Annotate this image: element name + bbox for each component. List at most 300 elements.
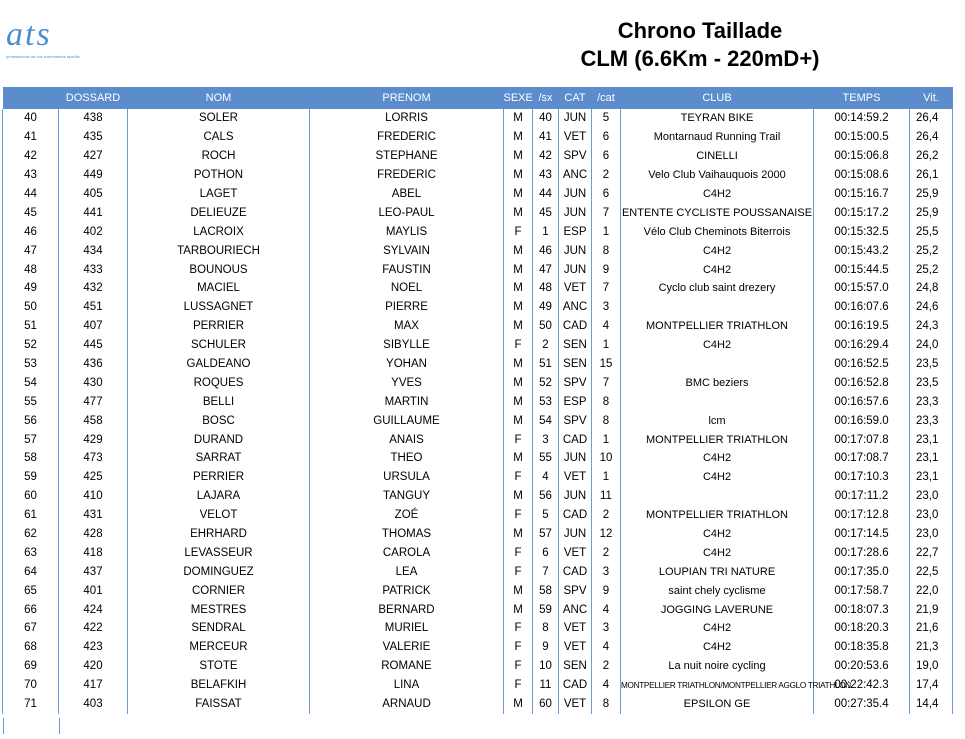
- cell-prenom: ARNAUD: [310, 695, 504, 714]
- cell-club: C4H2: [621, 185, 814, 204]
- cell-rank-by-cat: 6: [592, 147, 621, 166]
- cell-temps: 00:15:43.2: [814, 241, 910, 260]
- cell-temps: 00:15:32.5: [814, 222, 910, 241]
- cell-rank-by-cat: 8: [592, 411, 621, 430]
- cell-dossard: 473: [59, 449, 128, 468]
- cell-rank-by-sex: 7: [533, 562, 559, 581]
- cell-vitesse: 23,5: [910, 355, 953, 374]
- cell-rank: 41: [3, 128, 59, 147]
- cell-cat: VET: [559, 638, 592, 657]
- cell-vitesse: 25,9: [910, 203, 953, 222]
- column-header-nom: NOM: [128, 87, 310, 109]
- cell-nom: LACROIX: [128, 222, 310, 241]
- cell-sexe: M: [504, 185, 533, 204]
- cell-vitesse: 23,1: [910, 449, 953, 468]
- cell-temps: 00:17:12.8: [814, 506, 910, 525]
- cell-nom: MACIEL: [128, 279, 310, 298]
- cell-sexe: M: [504, 203, 533, 222]
- cell-prenom: ZOÉ: [310, 506, 504, 525]
- cell-cat: ANC: [559, 298, 592, 317]
- cell-rank-by-sex: 9: [533, 638, 559, 657]
- cell-dossard: 437: [59, 562, 128, 581]
- cell-club: C4H2: [621, 449, 814, 468]
- cell-rank-by-cat: 9: [592, 581, 621, 600]
- cell-rank-by-sex: 52: [533, 373, 559, 392]
- cell-club: C4H2: [621, 241, 814, 260]
- cell-prenom: GUILLAUME: [310, 411, 504, 430]
- cell-cat: CAD: [559, 430, 592, 449]
- cell-cat: CAD: [559, 676, 592, 695]
- cell-vitesse: 23,3: [910, 392, 953, 411]
- cell-rank-by-sex: 42: [533, 147, 559, 166]
- cell-prenom: URSULA: [310, 468, 504, 487]
- cell-prenom: LEO-PAUL: [310, 203, 504, 222]
- cell-nom: SARRAT: [128, 449, 310, 468]
- cell-prenom: ROMANE: [310, 657, 504, 676]
- cell-rank-by-sex: 60: [533, 695, 559, 714]
- cell-rank-by-sex: 47: [533, 260, 559, 279]
- cell-nom: CORNIER: [128, 581, 310, 600]
- table-row: [3, 506, 953, 525]
- cell-prenom: MAYLIS: [310, 222, 504, 241]
- cell-dossard: 436: [59, 355, 128, 374]
- cell-prenom: PIERRE: [310, 298, 504, 317]
- cell-club: MONTPELLIER TRIATHLON: [621, 506, 814, 525]
- cell-rank-by-cat: 5: [592, 109, 621, 128]
- cell-cat: VET: [559, 695, 592, 714]
- cell-nom: DOMINGUEZ: [128, 562, 310, 581]
- cell-prenom: NOEL: [310, 279, 504, 298]
- cell-temps: 00:17:07.8: [814, 430, 910, 449]
- cell-rank-by-sex: 1: [533, 222, 559, 241]
- cell-nom: BOSC: [128, 411, 310, 430]
- cell-nom: EHRHARD: [128, 525, 310, 544]
- cell-rank: 47: [3, 241, 59, 260]
- cell-rank: 56: [3, 411, 59, 430]
- cell-rank-by-cat: 7: [592, 203, 621, 222]
- cell-dossard: 417: [59, 676, 128, 695]
- cell-vitesse: 24,8: [910, 279, 953, 298]
- cell-rank: 53: [3, 355, 59, 374]
- cell-temps: 00:20:53.6: [814, 657, 910, 676]
- cell-vitesse: 23,1: [910, 468, 953, 487]
- cell-rank: 51: [3, 317, 59, 336]
- table-row: [3, 468, 953, 487]
- cell-sexe: M: [504, 581, 533, 600]
- cell-sexe: M: [504, 600, 533, 619]
- cell-rank: 69: [3, 657, 59, 676]
- cell-rank-by-cat: 1: [592, 336, 621, 355]
- cell-sexe: M: [504, 487, 533, 506]
- table-row: [3, 109, 953, 128]
- cell-club: MONTPELLIER TRIATHLON: [621, 317, 814, 336]
- cell-vitesse: 23,3: [910, 411, 953, 430]
- cell-nom: LAJARA: [128, 487, 310, 506]
- cell-vitesse: 26,4: [910, 128, 953, 147]
- cell-rank-by-cat: 10: [592, 449, 621, 468]
- cell-club: C4H2: [621, 336, 814, 355]
- cell-temps: 00:15:16.7: [814, 185, 910, 204]
- cell-dossard: 429: [59, 430, 128, 449]
- table-row: [3, 449, 953, 468]
- cell-rank-by-cat: 2: [592, 166, 621, 185]
- table-row: [3, 147, 953, 166]
- cell-dossard: 405: [59, 185, 128, 204]
- cell-club: [621, 298, 814, 317]
- cell-nom: DURAND: [128, 430, 310, 449]
- cell-rank-by-sex: 51: [533, 355, 559, 374]
- cell-club: C4H2: [621, 525, 814, 544]
- cell-cat: ANC: [559, 166, 592, 185]
- cell-sexe: M: [504, 373, 533, 392]
- cell-prenom: STEPHANE: [310, 147, 504, 166]
- cell-temps: 00:18:20.3: [814, 619, 910, 638]
- cell-sexe: F: [504, 676, 533, 695]
- cell-nom: LEVASSEUR: [128, 543, 310, 562]
- cell-rank-by-sex: 50: [533, 317, 559, 336]
- cell-cat: SPV: [559, 411, 592, 430]
- cell-sexe: F: [504, 657, 533, 676]
- cell-rank-by-cat: 11: [592, 487, 621, 506]
- cell-rank-by-cat: 8: [592, 695, 621, 714]
- cell-temps: 00:15:57.0: [814, 279, 910, 298]
- cell-vitesse: 21,3: [910, 638, 953, 657]
- cell-sexe: F: [504, 543, 533, 562]
- cell-sexe: M: [504, 298, 533, 317]
- cell-vitesse: 22,7: [910, 543, 953, 562]
- cell-temps: 00:16:52.5: [814, 355, 910, 374]
- cell-temps: 00:17:58.7: [814, 581, 910, 600]
- table-body: [3, 109, 953, 714]
- cell-cat: JUN: [559, 109, 592, 128]
- cell-vitesse: 21,6: [910, 619, 953, 638]
- table-row: [3, 373, 953, 392]
- table-row: [3, 317, 953, 336]
- cell-prenom: LORRIS: [310, 109, 504, 128]
- cell-rank: 50: [3, 298, 59, 317]
- cell-sexe: M: [504, 279, 533, 298]
- cell-cat: SEN: [559, 355, 592, 374]
- cell-cat: SEN: [559, 336, 592, 355]
- cell-sexe: M: [504, 128, 533, 147]
- cell-rank-by-cat: 2: [592, 543, 621, 562]
- cell-rank: 48: [3, 260, 59, 279]
- column-header-rank-by-cat: /cat: [592, 87, 621, 109]
- table-row: [3, 657, 953, 676]
- cell-sexe: M: [504, 109, 533, 128]
- cell-dossard: 403: [59, 695, 128, 714]
- cell-rank-by-sex: 54: [533, 411, 559, 430]
- table-row: [3, 222, 953, 241]
- column-header-cat: CAT: [559, 87, 592, 109]
- cell-rank-by-sex: 45: [533, 203, 559, 222]
- table-row: [3, 600, 953, 619]
- cell-prenom: FREDERIC: [310, 128, 504, 147]
- cell-prenom: THEO: [310, 449, 504, 468]
- cell-club: TEYRAN BIKE: [621, 109, 814, 128]
- cell-rank-by-cat: 4: [592, 600, 621, 619]
- cell-rank-by-cat: 7: [592, 279, 621, 298]
- cell-vitesse: 23,5: [910, 373, 953, 392]
- cell-rank-by-sex: 58: [533, 581, 559, 600]
- cell-club: [621, 355, 814, 374]
- table-row: [3, 619, 953, 638]
- cell-club: C4H2: [621, 619, 814, 638]
- cell-rank-by-sex: 8: [533, 619, 559, 638]
- cell-dossard: 441: [59, 203, 128, 222]
- cell-rank-by-cat: 3: [592, 619, 621, 638]
- cell-rank-by-sex: 11: [533, 676, 559, 695]
- cell-cat: SEN: [559, 657, 592, 676]
- cell-prenom: LINA: [310, 676, 504, 695]
- cell-temps: 00:17:11.2: [814, 487, 910, 506]
- table-row: [3, 581, 953, 600]
- cell-temps: 00:15:00.5: [814, 128, 910, 147]
- table-row: [3, 355, 953, 374]
- cell-dossard: 401: [59, 581, 128, 600]
- cell-rank: 57: [3, 430, 59, 449]
- cell-temps: 00:17:08.7: [814, 449, 910, 468]
- cell-cat: VET: [559, 468, 592, 487]
- cell-cat: VET: [559, 128, 592, 147]
- cell-sexe: F: [504, 562, 533, 581]
- column-header-rank-by-sex: /sx: [533, 87, 559, 109]
- cell-temps: 00:15:17.2: [814, 203, 910, 222]
- cell-dossard: 407: [59, 317, 128, 336]
- cell-rank-by-cat: 8: [592, 392, 621, 411]
- cell-club: EPSILON GE: [621, 695, 814, 714]
- cell-cat: VET: [559, 619, 592, 638]
- cell-prenom: THOMAS: [310, 525, 504, 544]
- cell-temps: 00:16:52.8: [814, 373, 910, 392]
- cell-rank: 52: [3, 336, 59, 355]
- cell-dossard: 445: [59, 336, 128, 355]
- cell-rank-by-sex: 5: [533, 506, 559, 525]
- cell-rank-by-cat: 1: [592, 468, 621, 487]
- cell-dossard: 410: [59, 487, 128, 506]
- table-row: [3, 128, 953, 147]
- table-row: [3, 487, 953, 506]
- cell-rank-by-sex: 6: [533, 543, 559, 562]
- cell-rank-by-sex: 49: [533, 298, 559, 317]
- cell-cat: VET: [559, 543, 592, 562]
- table-row: [3, 562, 953, 581]
- cell-rank: 66: [3, 600, 59, 619]
- cell-temps: 00:15:06.8: [814, 147, 910, 166]
- cell-dossard: 428: [59, 525, 128, 544]
- cell-nom: ROQUES: [128, 373, 310, 392]
- cell-club: Velo Club Vaihauquois 2000: [621, 166, 814, 185]
- table-row: [3, 411, 953, 430]
- cell-sexe: M: [504, 241, 533, 260]
- cell-rank-by-cat: 4: [592, 638, 621, 657]
- cell-temps: 00:18:07.3: [814, 600, 910, 619]
- cell-sexe: F: [504, 430, 533, 449]
- cell-cat: ESP: [559, 222, 592, 241]
- table-row: [3, 430, 953, 449]
- cell-sexe: F: [504, 619, 533, 638]
- cell-nom: SOLER: [128, 109, 310, 128]
- cell-nom: BOUNOUS: [128, 260, 310, 279]
- column-header-rank: [3, 87, 59, 109]
- cell-rank: 67: [3, 619, 59, 638]
- cell-rank: 65: [3, 581, 59, 600]
- cell-rank-by-sex: 59: [533, 600, 559, 619]
- cell-club: saint chely cyclisme: [621, 581, 814, 600]
- cell-rank-by-sex: 53: [533, 392, 559, 411]
- cell-cat: CAD: [559, 562, 592, 581]
- cell-rank-by-sex: 46: [533, 241, 559, 260]
- table-row: [3, 638, 953, 657]
- event-title: Chrono Taillade: [617, 18, 783, 43]
- cell-nom: FAISSAT: [128, 695, 310, 714]
- column-header-vitesse: Vit.: [910, 87, 953, 109]
- cell-prenom: BERNARD: [310, 600, 504, 619]
- cell-club: C4H2: [621, 543, 814, 562]
- table-row: [3, 166, 953, 185]
- cell-sexe: M: [504, 317, 533, 336]
- cell-prenom: MARTIN: [310, 392, 504, 411]
- cell-rank-by-sex: 43: [533, 166, 559, 185]
- cell-rank-by-cat: 3: [592, 298, 621, 317]
- cell-sexe: M: [504, 355, 533, 374]
- cell-club: BMC beziers: [621, 373, 814, 392]
- cell-dossard: 418: [59, 543, 128, 562]
- cell-dossard: 438: [59, 109, 128, 128]
- cell-dossard: 430: [59, 373, 128, 392]
- cell-cat: JUN: [559, 487, 592, 506]
- cell-nom: MERCEUR: [128, 638, 310, 657]
- cell-dossard: 432: [59, 279, 128, 298]
- cell-cat: VET: [559, 279, 592, 298]
- cell-rank-by-sex: 3: [533, 430, 559, 449]
- cell-dossard: 435: [59, 128, 128, 147]
- cell-temps: 00:15:44.5: [814, 260, 910, 279]
- cell-rank: 49: [3, 279, 59, 298]
- cell-nom: PERRIER: [128, 317, 310, 336]
- cell-rank-by-cat: 8: [592, 241, 621, 260]
- logo-text: ats: [6, 16, 52, 53]
- cell-cat: JUN: [559, 185, 592, 204]
- cell-nom: CALS: [128, 128, 310, 147]
- cell-cat: JUN: [559, 241, 592, 260]
- cell-dossard: 422: [59, 619, 128, 638]
- cell-rank-by-cat: 7: [592, 373, 621, 392]
- table-rank-column-stub: [3, 718, 60, 734]
- cell-club: ENTENTE CYCLISTE POUSSANAISE: [621, 203, 814, 222]
- page-title: [560, 17, 840, 73]
- cell-prenom: SIBYLLE: [310, 336, 504, 355]
- cell-vitesse: 23,1: [910, 430, 953, 449]
- table-header: [3, 87, 953, 109]
- results-table: [2, 87, 953, 714]
- cell-prenom: YOHAN: [310, 355, 504, 374]
- cell-club: Montarnaud Running Trail: [621, 128, 814, 147]
- cell-dossard: 423: [59, 638, 128, 657]
- cell-sexe: M: [504, 392, 533, 411]
- logo-tagline: professionnel de vos événements sportifs: [6, 54, 80, 59]
- cell-nom: LUSSAGNET: [128, 298, 310, 317]
- cell-club: JOGGING LAVERUNE: [621, 600, 814, 619]
- cell-cat: SPV: [559, 581, 592, 600]
- cell-prenom: MURIEL: [310, 619, 504, 638]
- table-row: [3, 695, 953, 714]
- cell-dossard: 451: [59, 298, 128, 317]
- cell-club: C4H2: [621, 260, 814, 279]
- cell-nom: DELIEUZE: [128, 203, 310, 222]
- cell-rank: 46: [3, 222, 59, 241]
- cell-vitesse: 25,2: [910, 241, 953, 260]
- cell-dossard: 477: [59, 392, 128, 411]
- cell-dossard: 425: [59, 468, 128, 487]
- column-header-dossard: DOSSARD: [59, 87, 128, 109]
- cell-rank: 43: [3, 166, 59, 185]
- cell-temps: 00:16:19.5: [814, 317, 910, 336]
- cell-club: CINELLI: [621, 147, 814, 166]
- cell-nom: TARBOURIECH: [128, 241, 310, 260]
- cell-sexe: F: [504, 506, 533, 525]
- cell-cat: JUN: [559, 525, 592, 544]
- cell-cat: CAD: [559, 317, 592, 336]
- cell-club: C4H2: [621, 468, 814, 487]
- cell-rank-by-cat: 6: [592, 185, 621, 204]
- cell-dossard: 434: [59, 241, 128, 260]
- cell-sexe: M: [504, 147, 533, 166]
- table-row: [3, 392, 953, 411]
- cell-rank-by-sex: 40: [533, 109, 559, 128]
- cell-rank-by-cat: 2: [592, 506, 621, 525]
- cell-vitesse: 26,4: [910, 109, 953, 128]
- cell-sexe: F: [504, 336, 533, 355]
- cell-vitesse: 19,0: [910, 657, 953, 676]
- cell-dossard: 449: [59, 166, 128, 185]
- cell-sexe: F: [504, 222, 533, 241]
- cell-vitesse: 22,0: [910, 581, 953, 600]
- cell-temps: 00:17:10.3: [814, 468, 910, 487]
- cell-vitesse: 26,1: [910, 166, 953, 185]
- table-row: [3, 336, 953, 355]
- cell-rank: 59: [3, 468, 59, 487]
- cell-temps: 00:18:35.8: [814, 638, 910, 657]
- cell-rank-by-sex: 10: [533, 657, 559, 676]
- table-row: [3, 185, 953, 204]
- cell-rank-by-sex: 44: [533, 185, 559, 204]
- cell-temps: 00:16:57.6: [814, 392, 910, 411]
- cell-rank: 71: [3, 695, 59, 714]
- cell-vitesse: 25,5: [910, 222, 953, 241]
- cell-club: MONTPELLIER TRIATHLON: [621, 430, 814, 449]
- cell-vitesse: 23,0: [910, 525, 953, 544]
- cell-rank-by-sex: 57: [533, 525, 559, 544]
- cell-rank-by-cat: 2: [592, 657, 621, 676]
- cell-rank: 62: [3, 525, 59, 544]
- cell-prenom: PATRICK: [310, 581, 504, 600]
- cell-nom: BELLI: [128, 392, 310, 411]
- cell-prenom: YVES: [310, 373, 504, 392]
- table-row: [3, 203, 953, 222]
- cell-prenom: TANGUY: [310, 487, 504, 506]
- cell-vitesse: 23,0: [910, 506, 953, 525]
- cell-rank-by-sex: 4: [533, 468, 559, 487]
- ats-logo: [6, 16, 80, 60]
- cell-rank: 70: [3, 676, 59, 695]
- cell-club: [621, 392, 814, 411]
- cell-rank-by-cat: 9: [592, 260, 621, 279]
- cell-club: C4H2: [621, 638, 814, 657]
- cell-club: Vélo Club Cheminots Biterrois: [621, 222, 814, 241]
- cell-rank-by-sex: 56: [533, 487, 559, 506]
- table-row: [3, 525, 953, 544]
